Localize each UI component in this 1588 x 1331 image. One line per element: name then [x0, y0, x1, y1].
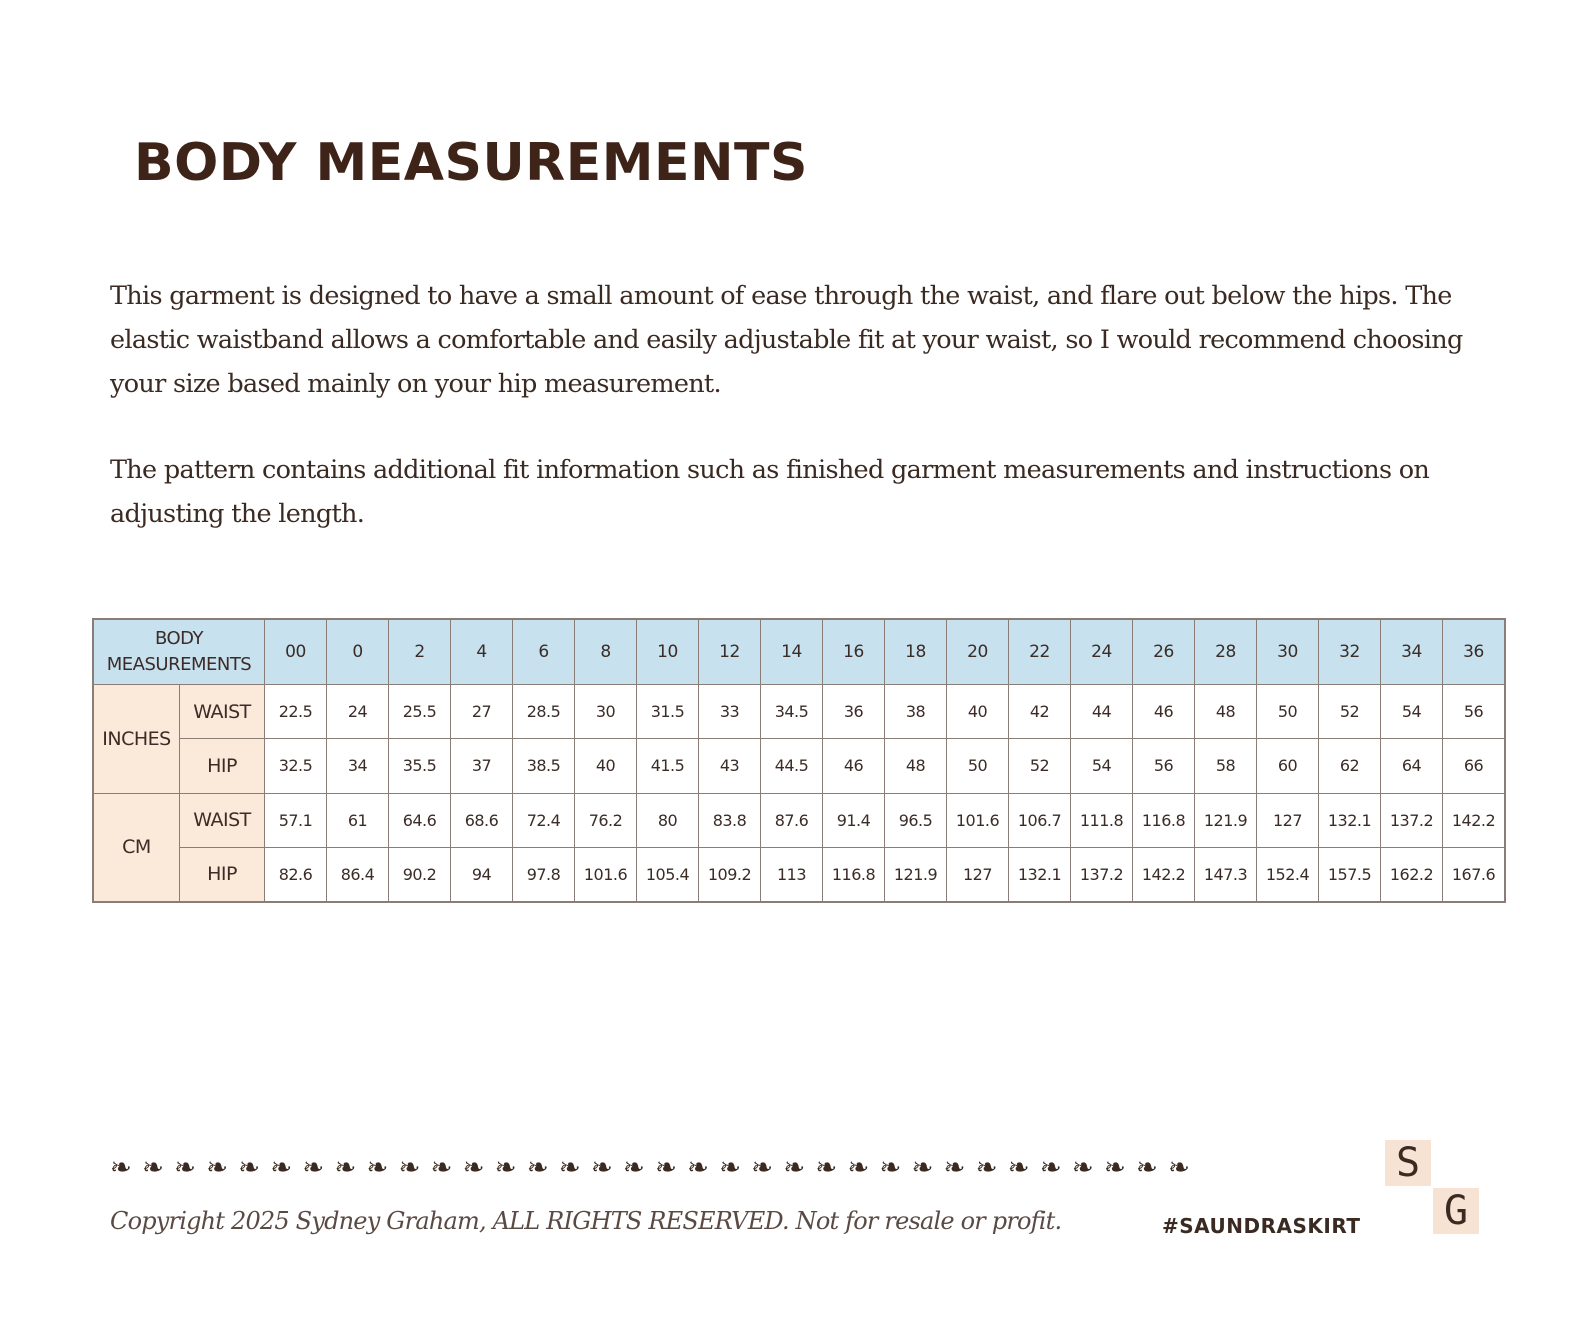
- measurement-label: HIP: [180, 739, 265, 793]
- bow-icon: ❧: [911, 1153, 944, 1183]
- measurement-value: 28.5: [513, 685, 575, 739]
- measurement-value: 116.8: [1133, 793, 1195, 847]
- measurement-value: 147.3: [1195, 847, 1257, 901]
- measurement-value: 34.5: [761, 685, 823, 739]
- measurement-value: 27: [451, 685, 513, 739]
- measurement-value: 44: [1071, 685, 1133, 739]
- measurement-value: 58: [1195, 739, 1257, 793]
- bow-icon: ❧: [558, 1153, 591, 1183]
- measurement-value: 127: [1257, 793, 1319, 847]
- measurement-value: 22.5: [265, 685, 327, 739]
- table-corner-header: [94, 620, 265, 685]
- bow-icon: ❧: [655, 1153, 688, 1183]
- bow-icon: ❧: [1071, 1153, 1104, 1183]
- size-table: [93, 619, 1505, 902]
- measurement-value: 56: [1443, 685, 1505, 739]
- measurement-value: 94: [451, 847, 513, 901]
- measurement-value: 35.5: [389, 739, 451, 793]
- measurement-label: WAIST: [180, 793, 265, 847]
- measurement-value: 46: [823, 739, 885, 793]
- measurement-value: 152.4: [1257, 847, 1319, 901]
- size-header-cell: 14: [761, 620, 823, 685]
- measurement-value: 83.8: [699, 793, 761, 847]
- measurement-value: 31.5: [637, 685, 699, 739]
- bow-icon: ❧: [526, 1153, 559, 1183]
- measurement-value: 46: [1133, 685, 1195, 739]
- bow-icon: ❧: [302, 1153, 335, 1183]
- size-header-row: [94, 620, 1505, 685]
- measurement-value: 34: [327, 739, 389, 793]
- size-header-cell: 8: [575, 620, 637, 685]
- bow-icon: ❧: [1168, 1153, 1191, 1183]
- measurement-value: 32.5: [265, 739, 327, 793]
- measurement-value: 97.8: [513, 847, 575, 901]
- size-header-cell: 26: [1133, 620, 1195, 685]
- measurement-value: 66: [1443, 739, 1505, 793]
- bow-icon: ❧: [975, 1153, 1008, 1183]
- bow-icon: ❧: [462, 1153, 495, 1183]
- measurement-value: 54: [1071, 739, 1133, 793]
- bow-icon: ❧: [847, 1153, 880, 1183]
- measurement-value: 25.5: [389, 685, 451, 739]
- size-header-cell: 20: [947, 620, 1009, 685]
- measurement-value: 106.7: [1009, 793, 1071, 847]
- measurement-value: 76.2: [575, 793, 637, 847]
- measurement-value: 24: [327, 685, 389, 739]
- intro-paragraph: This garment is designed to have a small amount of ease through the waist, and flare out below the hips. The elastic waistband allows a comfortable and easily adjustable fit at your waist, so I would recommend choosing your size based mainly on your hip measurement.: [110, 281, 1463, 399]
- measurement-value: 38.5: [513, 739, 575, 793]
- measurement-value: 41.5: [637, 739, 699, 793]
- measurement-value: 38: [885, 685, 947, 739]
- page-title: BODY MEASUREMENTS: [134, 133, 808, 193]
- bow-icon: ❧: [142, 1153, 175, 1183]
- measurement-value: 101.6: [575, 847, 637, 901]
- measurement-value: 113: [761, 847, 823, 901]
- unit-label: CM: [94, 793, 180, 902]
- bow-icon: ❧: [398, 1153, 431, 1183]
- measurement-value: 44.5: [761, 739, 823, 793]
- measurement-value: 132.1: [1319, 793, 1381, 847]
- measurement-value: 64: [1381, 739, 1443, 793]
- measurement-value: 48: [1195, 685, 1257, 739]
- measurement-value: 36: [823, 685, 885, 739]
- measurement-value: 30: [575, 685, 637, 739]
- bow-icon: ❧: [430, 1153, 463, 1183]
- bow-icon: ❧: [110, 1153, 143, 1183]
- bow-icon: ❧: [238, 1153, 271, 1183]
- bow-icon: ❧: [590, 1153, 623, 1183]
- measurement-value: 40: [947, 685, 1009, 739]
- corner-header-line2: MEASUREMENTS: [106, 654, 252, 675]
- size-header-cell: 10: [637, 620, 699, 685]
- bow-icon: ❧: [719, 1153, 752, 1183]
- size-header-cell: 28: [1195, 620, 1257, 685]
- measurement-value: 43: [699, 739, 761, 793]
- size-header-cell: 32: [1319, 620, 1381, 685]
- measurement-value: 109.2: [699, 847, 761, 901]
- measurement-value: 96.5: [885, 793, 947, 847]
- unit-label: INCHES: [94, 685, 180, 794]
- table-row: [94, 739, 1505, 793]
- copyright-notice: Copyright 2025 Sydney Graham, ALL RIGHTS RESERVED. Not for resale or profit.: [110, 1207, 1062, 1235]
- size-header-cell: 34: [1381, 620, 1443, 685]
- measurement-value: 42: [1009, 685, 1071, 739]
- measurement-value: 61: [327, 793, 389, 847]
- measurement-label: HIP: [180, 847, 265, 901]
- measurement-value: 56: [1133, 739, 1195, 793]
- bow-icon: ❧: [1007, 1153, 1040, 1183]
- measurement-value: 111.8: [1071, 793, 1133, 847]
- size-header-cell: 12: [699, 620, 761, 685]
- size-header-cell: 4: [451, 620, 513, 685]
- measurement-value: 52: [1319, 685, 1381, 739]
- logo-letter-g: G: [1433, 1188, 1479, 1234]
- measurement-value: 121.9: [1195, 793, 1257, 847]
- measurement-value: 105.4: [637, 847, 699, 901]
- measurement-value: 101.6: [947, 793, 1009, 847]
- bow-icon: ❧: [334, 1153, 367, 1183]
- measurement-value: 50: [947, 739, 1009, 793]
- measurement-value: 87.6: [761, 793, 823, 847]
- bow-icon: ❧: [879, 1153, 912, 1183]
- measurement-value: 33: [699, 685, 761, 739]
- corner-header-line1: BODY: [154, 628, 204, 649]
- bow-icon: ❧: [943, 1153, 976, 1183]
- measurement-value: 86.4: [327, 847, 389, 901]
- table-row: [94, 847, 1505, 901]
- measurement-value: 37: [451, 739, 513, 793]
- measurement-label: WAIST: [180, 685, 265, 739]
- bow-icon: ❧: [1136, 1153, 1169, 1183]
- measurement-value: 157.5: [1319, 847, 1381, 901]
- measurement-value: 52: [1009, 739, 1071, 793]
- bow-icon: ❧: [815, 1153, 848, 1183]
- bow-icon: ❧: [1039, 1153, 1072, 1183]
- bow-icon: ❧: [206, 1153, 239, 1183]
- measurement-value: 48: [885, 739, 947, 793]
- table-row: [94, 793, 1505, 847]
- size-header-cell: 00: [265, 620, 327, 685]
- measurement-value: 68.6: [451, 793, 513, 847]
- measurement-value: 60: [1257, 739, 1319, 793]
- size-header-cell: 36: [1443, 620, 1505, 685]
- measurement-value: 40: [575, 739, 637, 793]
- measurement-value: 82.6: [265, 847, 327, 901]
- measurement-value: 142.2: [1443, 793, 1505, 847]
- bow-icon: ❧: [783, 1153, 816, 1183]
- measurement-value: 162.2: [1381, 847, 1443, 901]
- measurement-value: 80: [637, 793, 699, 847]
- size-header-cell: 24: [1071, 620, 1133, 685]
- size-header-cell: 0: [327, 620, 389, 685]
- measurement-value: 121.9: [885, 847, 947, 901]
- measurement-value: 54: [1381, 685, 1443, 739]
- bow-icon: ❧: [366, 1153, 399, 1183]
- size-header-cell: 18: [885, 620, 947, 685]
- bow-icon: ❧: [751, 1153, 784, 1183]
- bow-icon: ❧: [1103, 1153, 1136, 1183]
- size-header-cell: 6: [513, 620, 575, 685]
- measurement-value: 167.6: [1443, 847, 1505, 901]
- measurement-value: 91.4: [823, 793, 885, 847]
- logo-letter-s: S: [1385, 1140, 1431, 1186]
- measurement-value: 137.2: [1381, 793, 1443, 847]
- size-header-cell: 22: [1009, 620, 1071, 685]
- measurement-value: 137.2: [1071, 847, 1133, 901]
- fit-info-paragraph: The pattern contains additional fit information such as finished garment measurements and instructions on adjusting the length.: [110, 455, 1430, 529]
- measurement-value: 50: [1257, 685, 1319, 739]
- measurement-value: 127: [947, 847, 1009, 901]
- bow-icon: ❧: [270, 1153, 303, 1183]
- size-header-cell: 30: [1257, 620, 1319, 685]
- size-header-cell: 2: [389, 620, 451, 685]
- measurement-value: 72.4: [513, 793, 575, 847]
- hashtag: #SAUNDRASKIRT: [1162, 1214, 1361, 1238]
- measurement-value: 90.2: [389, 847, 451, 901]
- bow-icon: ❧: [687, 1153, 720, 1183]
- size-header-cell: 16: [823, 620, 885, 685]
- table-row: [94, 685, 1505, 739]
- measurement-value: 142.2: [1133, 847, 1195, 901]
- bow-icon: ❧: [494, 1153, 527, 1183]
- measurement-value: 116.8: [823, 847, 885, 901]
- measurement-value: 57.1: [265, 793, 327, 847]
- bow-divider: [110, 1153, 1350, 1183]
- size-chart: [92, 618, 1506, 903]
- measurement-value: 64.6: [389, 793, 451, 847]
- measurement-value: 62: [1319, 739, 1381, 793]
- bow-icon: ❧: [174, 1153, 207, 1183]
- measurement-value: 132.1: [1009, 847, 1071, 901]
- bow-icon: ❧: [623, 1153, 656, 1183]
